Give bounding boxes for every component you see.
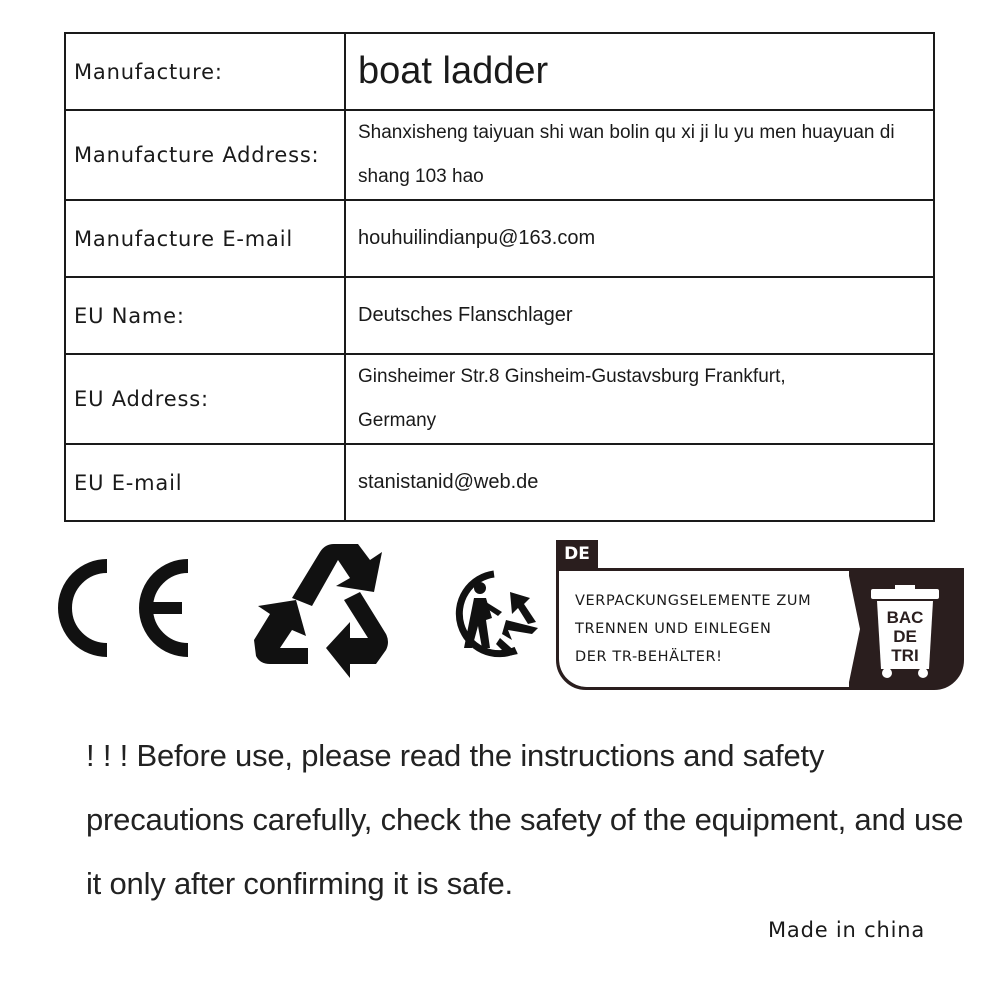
recycle-icon <box>250 540 400 680</box>
eu-name-value: Deutsches Flanschlager <box>345 277 934 354</box>
eu-email-label: EU E-mail <box>65 444 345 521</box>
eu-email-value: stanistanid@web.de <box>345 444 934 521</box>
manufacture-label: Manufacture: <box>65 33 345 110</box>
manufacture-value: boat ladder <box>345 33 934 110</box>
triman-info-label <box>556 540 964 692</box>
table-row <box>65 33 934 110</box>
table-row <box>65 200 934 277</box>
eu-address-value <box>345 354 934 444</box>
manufacture-email-label: Manufacture E-mail <box>65 200 345 277</box>
safety-warning-text: ! ! ! Before use, please read the instructions and safety precautions carefully, check the safety of the equipment, and use it only after confirming it is safe. <box>86 738 964 901</box>
eu-address-line-2: Germany <box>358 410 437 431</box>
eu-address-label: EU Address: <box>65 354 345 444</box>
tri-line-2: TRENNEN UND EINLEGEN <box>575 621 772 637</box>
manufacture-address-value <box>345 110 934 200</box>
ce-mark-icon <box>50 556 195 660</box>
band-divider-arrow <box>848 571 860 687</box>
bin-text-1: BAC <box>886 608 924 627</box>
table-row <box>65 444 934 521</box>
address-line-1: Shanxisheng taiyuan shi wan bolin qu xi ji lu yu men huayuan di <box>358 122 895 143</box>
address-line-2: shang 103 hao <box>358 166 484 187</box>
made-in-label: Made in china <box>768 918 925 942</box>
table-row <box>65 110 934 200</box>
tri-line-3: DER TR-BEHÄLTER! <box>575 649 723 665</box>
country-tab: DE <box>556 540 598 568</box>
manufacture-email-value: houhuilindianpu@163.com <box>345 200 934 277</box>
tri-line-1: VERPACKUNGSELEMENTE ZUM <box>575 593 812 609</box>
bac-de-tri-bin-icon <box>869 585 941 679</box>
eu-address-line-1: Ginsheimer Str.8 Ginsheim-Gustavsburg Frankfurt, <box>358 366 786 387</box>
manufacture-address-label: Manufacture Address: <box>65 110 345 200</box>
table-row <box>65 354 934 444</box>
eu-name-label: EU Name: <box>65 277 345 354</box>
tri-instruction-band <box>556 568 964 690</box>
table-row <box>65 277 934 354</box>
bin-text-2: DE <box>893 627 917 646</box>
triman-icon <box>446 568 546 660</box>
bin-text-3: TRI <box>891 646 919 665</box>
product-info-table <box>64 32 935 522</box>
